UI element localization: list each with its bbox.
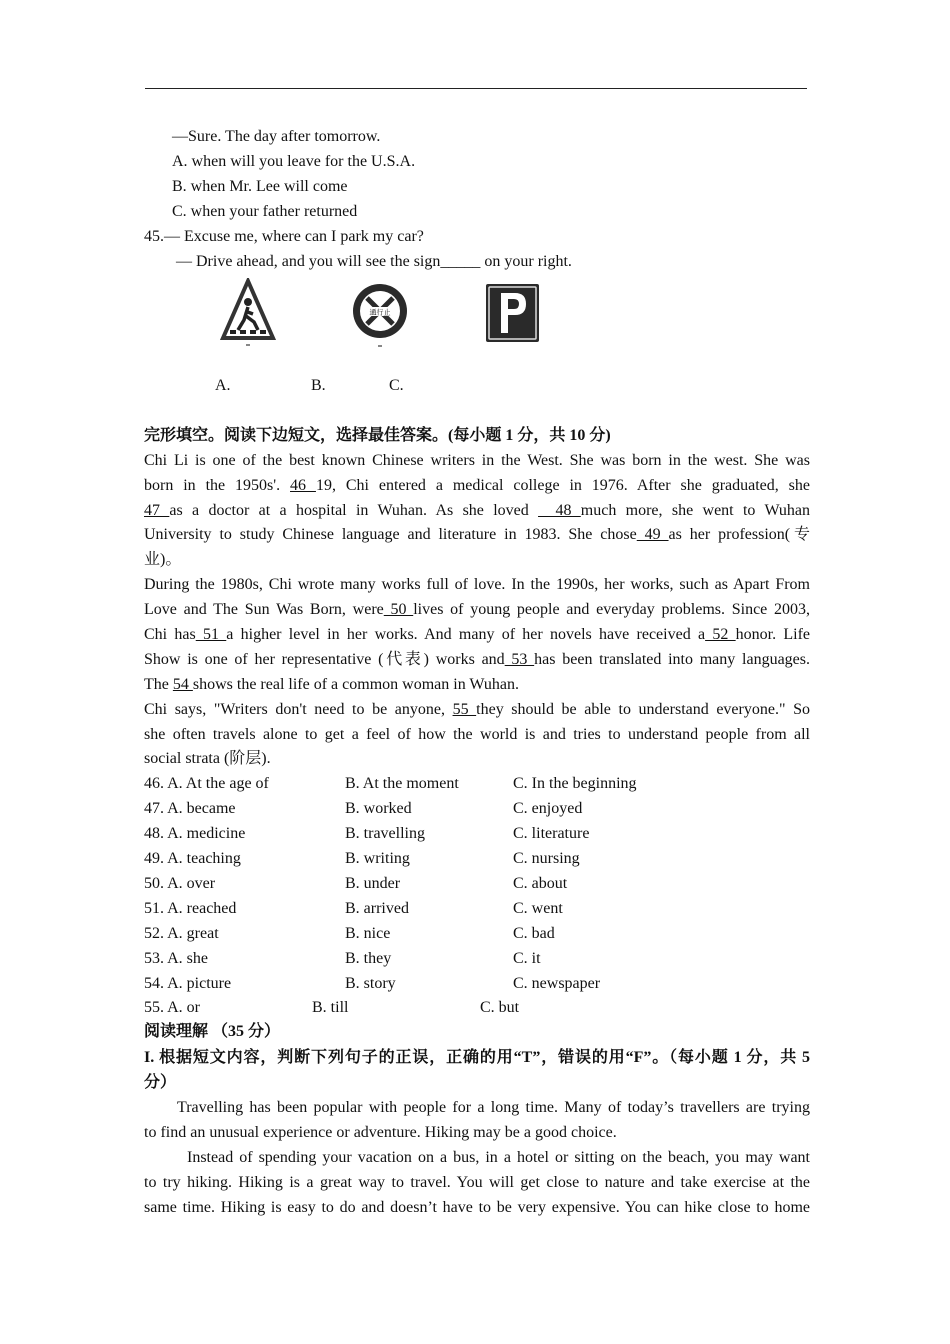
question-49-a: 49. A. teaching [144, 850, 241, 867]
cloze-p2-line4: Show is one of her representative (代表) works and 53 has been translated into many languages. [144, 651, 810, 668]
cloze-p3-line3: social strata (阶层). [144, 750, 271, 767]
reading-heading: 阅读理解 （35 分） [144, 1023, 281, 1040]
question-50-c: C. about [513, 875, 568, 892]
question-52-c: C. bad [513, 925, 555, 942]
question-49-b: B. writing [345, 850, 410, 867]
question-54-c: C. newspaper [513, 975, 601, 992]
question-51-a: 51. A. reached [144, 900, 237, 917]
question-54-a: 54. A. picture [144, 975, 232, 992]
question-48-a: 48. A. medicine [144, 825, 246, 842]
question-51-c: C. went [513, 900, 563, 917]
blank-52: 52 [705, 626, 736, 643]
q45-option-b: B. [311, 377, 326, 394]
q45-option-c: C. [389, 377, 404, 394]
blank-55: 55 [452, 701, 477, 718]
q44-option-c: C. when your father returned [172, 203, 358, 220]
reading-p1-line2: to find an unusual experience or adventure. Hiking may be a good choice. [144, 1124, 617, 1141]
reading-p1-line1: Travelling has been popular with people for a long time. Many of today’s travellers are trying [177, 1099, 810, 1116]
question-50-a: 50. A. over [144, 875, 216, 892]
question-47-b: B. worked [345, 800, 412, 817]
question-49-c: C. nursing [513, 850, 580, 867]
question-46-b: B. At the moment [345, 775, 459, 792]
question-46-a: 46. A. At the age of [144, 775, 269, 792]
cloze-p1-line1: Chi Li is one of the best known Chinese writers in the West. She was born in the west. She was [144, 452, 810, 469]
question-53-c: C. it [513, 950, 541, 967]
question-53-a: 53. A. she [144, 950, 208, 967]
question-53-b: B. they [345, 950, 392, 967]
no-entry-sign-text: 通行止 [369, 308, 391, 317]
q45-response: — Drive ahead, and you will see the sign_____ on your right. [176, 253, 572, 270]
cloze-p1-line5: 业)。 [144, 551, 182, 568]
question-48-b: B. travelling [345, 825, 425, 842]
cloze-p2-line1: During the 1980s, Chi wrote many works full of love. In the 1990s, her works, such as Apart From [144, 576, 810, 593]
parking-sign-icon [485, 283, 540, 343]
reading-instruction-line1: I. 根据短文内容，判断下列句子的正误，正确的用“T”，错误的用“F”。（每小题 1 分，共 5 [144, 1049, 810, 1066]
blank-48: _ 48 [538, 502, 581, 519]
cloze-p1-line4: University to study Chinese language and literature in 1983. She chose 49 as her profession(专 [144, 526, 811, 543]
q44-answer: —Sure. The day after tomorrow. [172, 128, 381, 145]
question-55-c: C. but [480, 999, 520, 1016]
reading-p2-line2: to try hiking. Hiking is a great way to travel. You will get close to nature and take exercise at the [144, 1174, 810, 1191]
question-46-c: C. In the beginning [513, 775, 637, 792]
cloze-heading: 完形填空。阅读下边短文，选择最佳答案。(每小题 1 分，共 10 分) [144, 427, 611, 444]
header-rule [145, 88, 807, 89]
cloze-p1-line2: born in the 1950s'. 46 19, Chi entered a medical college in 1976. After she graduated, she [144, 477, 811, 494]
no-entry-sign-icon [350, 281, 410, 351]
question-52-a: 52. A. great [144, 925, 219, 942]
pedestrian-crossing-sign-icon [220, 278, 276, 350]
question-52-b: B. nice [345, 925, 391, 942]
blank-46: 46 [290, 477, 316, 494]
cloze-p2-line5: The 54 shows the real life of a common woman in Wuhan. [144, 676, 519, 693]
q44-option-b: B. when Mr. Lee will come [172, 178, 348, 195]
question-50-b: B. under [345, 875, 401, 892]
question-48-c: C. literature [513, 825, 590, 842]
blank-51: 51 [195, 626, 227, 643]
cloze-p2-line2: Love and The Sun Was Born, were 50 lives of young people and everyday problems. Since 2003, [144, 601, 811, 618]
cloze-p1-line3: 47 as a doctor at a hospital in Wuhan. As she loved _ 48 much more, she went to Wuhan [144, 502, 811, 519]
question-47-a: 47. A. became [144, 800, 236, 817]
question-47-c: C. enjoyed [513, 800, 583, 817]
blank-49: 49 [636, 526, 669, 543]
question-51-b: B. arrived [345, 900, 409, 917]
question-55-b: B. till [312, 999, 349, 1016]
question-54-b: B. story [345, 975, 396, 992]
blank-47: 47 [144, 502, 170, 519]
q45-prompt: 45.— Excuse me, where can I park my car? [144, 228, 424, 245]
q44-option-a: A. when will you leave for the U.S.A. [172, 153, 416, 170]
q45-option-a: A. [215, 377, 231, 394]
question-55-a: 55. A. or [144, 999, 200, 1016]
cloze-p3-line1: Chi says, "Writers don't need to be anyone, 55 they should be able to understand everyone." So [144, 701, 810, 718]
cloze-p3-line2: she often travels alone to get a feel of how the world is and tries to understand people from all [144, 726, 810, 743]
blank-54: 54 [172, 676, 193, 693]
reading-p2-line1: Instead of spending your vacation on a bus, in a hotel or sitting on the beach, you may want [187, 1149, 810, 1166]
cloze-p2-line3: Chi has 51 a higher level in her works. And many of her novels have received a 52 honor. Life [144, 626, 811, 643]
reading-p2-line3: same time. Hiking is easy to do and doesn’t have to be very expensive. You can hike close to home [144, 1199, 810, 1216]
blank-50: 50 [383, 601, 414, 618]
reading-instruction-line2: 分） [144, 1074, 177, 1091]
blank-53: 53 [504, 651, 535, 668]
